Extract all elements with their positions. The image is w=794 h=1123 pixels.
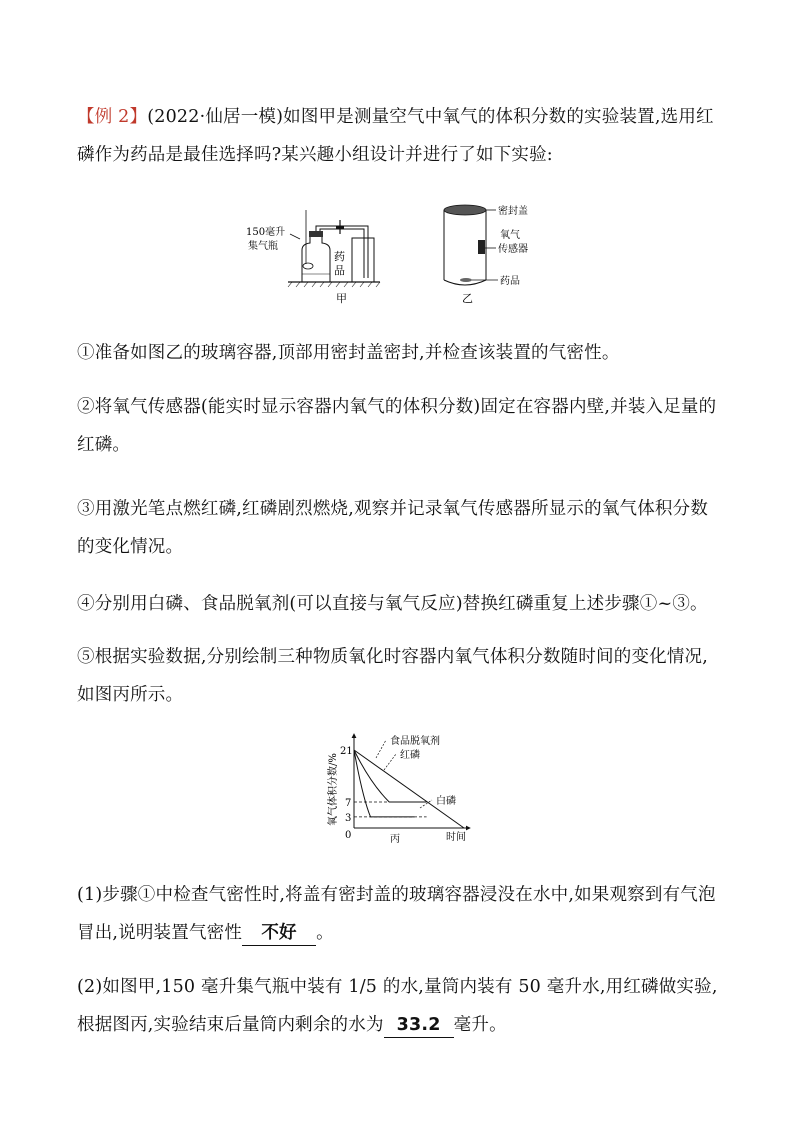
step-1: ①准备如图乙的玻璃容器,顶部用密封盖密封,并检查该装置的气密性。 (77, 343, 620, 363)
jia-caption: 甲 (336, 292, 347, 305)
sensor-label-bottom: 传感器 (498, 244, 528, 255)
question-1-answer: 不好 (242, 921, 316, 946)
apparatus-yi (444, 204, 528, 305)
jia-drug-label-top: 药 (334, 250, 345, 263)
example-intro-text: (2022·仙居一模)如图甲是测量空气中氧气的体积分数的实验装置,选用红磷作为药品是最佳选择吗?某兴趣小组设计并进行了如下实验: (77, 107, 714, 165)
jia-drug-label-bottom: 品 (334, 264, 345, 277)
sensor-label-top: 氧气 (500, 230, 520, 241)
question-1 (77, 876, 722, 952)
yi-drug-label: 药品 (500, 276, 520, 287)
series-label-0: 食品脱氧剂 (390, 736, 440, 747)
series-leader-0 (376, 740, 386, 758)
question-1-text: (1)步骤①中检查气密性时,将盖有密封盖的玻璃容器浸没在水中,如果观察到有气泡冒出,说明装置气密性 (77, 885, 716, 943)
lid-label: 密封盖 (498, 206, 528, 217)
y-axis-label: 氧气体积分数/% (328, 753, 339, 826)
question-2-text: (2)如图甲,150 毫升集气瓶中装有 1/5 的水,量筒内装有 50 毫升水,用红磷做实验,根据图丙,实验结束后量筒内剩余的水为 (77, 977, 718, 1035)
example-tag: 【例 2】 (77, 107, 148, 127)
question-2-end: 毫升。 (453, 1015, 507, 1035)
question-2-answer: 33.2 (384, 1013, 454, 1038)
step-4: ④分别用白磷、食品脱氧剂(可以直接与氧气反应)替换红磷重复上述步骤①~③。 (77, 594, 708, 614)
oxygen-chart (310, 728, 500, 846)
chart-caption: 丙 (390, 834, 400, 845)
y-tick-label: 7 (345, 798, 352, 809)
series-label-1: 红磷 (400, 750, 420, 761)
step-5: ⑤根据实验数据,分别绘制三种物质氧化时容器内氧气体积分数随时间的变化情况,如图丙所示。 (77, 647, 709, 705)
question-1-end: 。 (316, 923, 334, 943)
question-2 (77, 968, 722, 1044)
x-axis-label: 时间 (446, 832, 466, 843)
bottle-name-label: 集气瓶 (248, 241, 278, 252)
y-tick-label: 21 (340, 746, 353, 757)
series-label-2: 白磷 (436, 796, 456, 807)
bottle-volume-label: 150毫升 (246, 227, 286, 238)
apparatus-jia (246, 210, 380, 305)
example-intro (77, 98, 722, 174)
y-tick-label: 0 (345, 830, 352, 841)
yi-caption: 乙 (462, 292, 473, 305)
series-leader-1 (384, 754, 396, 770)
step-2: ②将氧气传感器(能实时显示容器内氧气的体积分数)固定在容器内壁,并装入足量的红磷。 (77, 397, 717, 455)
apparatus-figure (240, 198, 540, 310)
step-3: ③用激光笔点燃红磷,红磷剧烈燃烧,观察并记录氧气传感器所显示的氧气体积分数的变化情况。 (77, 499, 709, 557)
y-tick-label: 3 (345, 812, 352, 824)
